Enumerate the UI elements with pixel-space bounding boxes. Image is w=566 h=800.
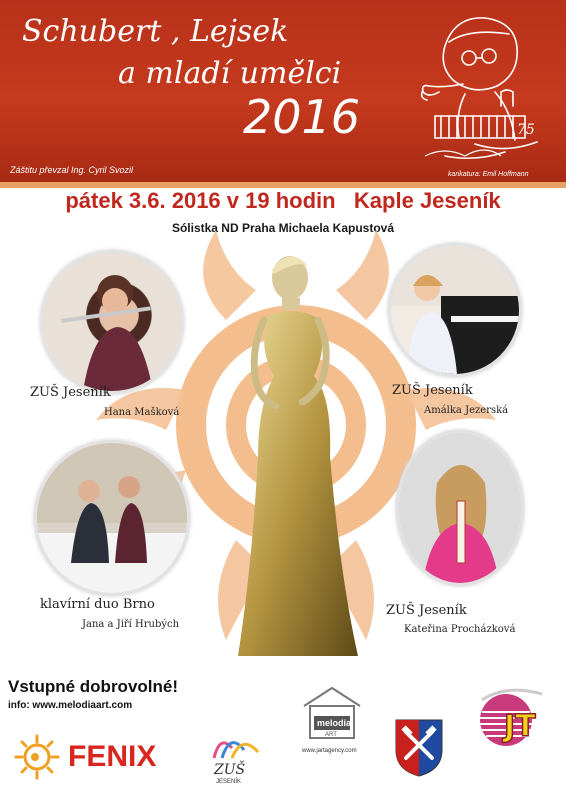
caricature-drawing — [405, 6, 555, 166]
melodia-text: melodia — [317, 718, 352, 728]
performer-3-school: klavírní duo Brno — [40, 597, 155, 612]
caricature-number: 75 — [517, 122, 535, 138]
title-line-1: Schubert , Lejsek — [22, 14, 289, 49]
performer-1-school: ZUŠ Jeseník — [30, 385, 111, 400]
jt-logo — [474, 686, 554, 750]
performer-4-school: ZUŠ Jeseník — [386, 603, 467, 618]
performer-photo-recorder — [396, 430, 524, 586]
jt-logo-text: JT — [504, 709, 536, 744]
zus-logo-subtext: JESENÍK — [216, 779, 242, 784]
performer-2-name: Amálka Jezerská — [424, 405, 509, 416]
duo-piano-icon — [37, 443, 187, 593]
performer-photo-flute — [40, 250, 184, 394]
title-line-2: a mladí umělci — [118, 56, 342, 91]
header-banner — [0, 0, 566, 182]
caricature-credit: karikatura: Emil Hoffmann — [448, 171, 529, 178]
zus-logo-text: ZUŠ — [214, 762, 246, 778]
patronage-text: Záštitu převzal Ing. Cyril Svozil — [10, 165, 134, 175]
performer-photo-duo — [34, 440, 190, 596]
piano-icon — [391, 246, 519, 374]
jart-url: www.jartagency.com — [302, 748, 357, 754]
entry-notice: Vstupné dobrovolné! — [8, 677, 178, 696]
performer-3-name: Jana a Jiří Hrubých — [82, 619, 180, 630]
performer-4-name: Kateřina Procházková — [404, 624, 516, 635]
event-venue: Kaple Jeseník — [353, 188, 501, 213]
jesenik-coat-of-arms — [394, 718, 444, 778]
flute-icon — [43, 253, 181, 391]
soloist-figure — [212, 248, 362, 658]
signature-icon — [425, 150, 501, 156]
performer-1-name: Hana Mašková — [104, 407, 180, 418]
fenix-logo: FENIX — [68, 740, 157, 773]
info-link[interactable]: info: www.melodiaart.com — [8, 700, 133, 711]
zus-logo-icon — [206, 728, 266, 784]
recorder-icon — [399, 433, 521, 583]
event-date-time: pátek 3.6. 2016 v 19 hodin — [65, 188, 336, 213]
performer-2-school: ZUŠ Jeseník — [392, 383, 473, 398]
soloist-line: Sólistka ND Praha Michaela Kapustová — [171, 221, 395, 235]
melodia-sub: ART — [325, 732, 337, 738]
melodia-logo — [300, 684, 364, 756]
performer-photo-piano-girl — [388, 243, 522, 377]
fenix-sun-icon — [14, 734, 60, 780]
title-year: 2016 — [243, 90, 361, 144]
